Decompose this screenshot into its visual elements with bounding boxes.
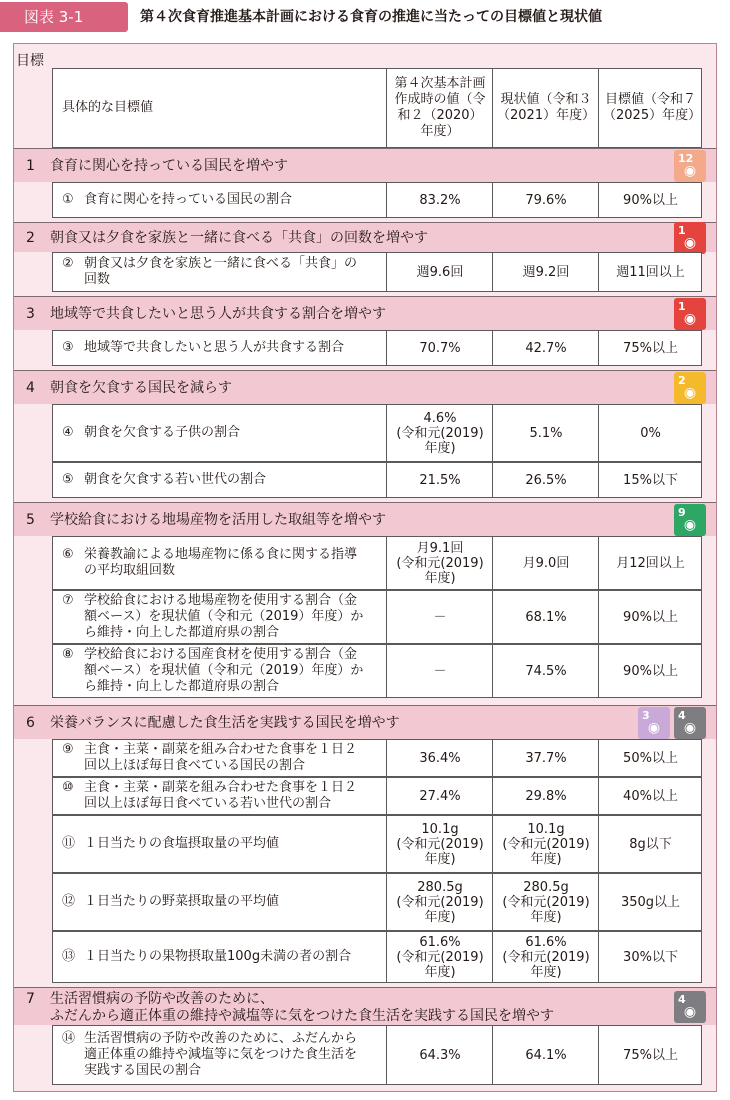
sdg-goal-icon	[674, 991, 706, 1023]
row-current-value	[493, 462, 599, 498]
row-target-value	[599, 931, 702, 983]
row-goal-text	[84, 192, 292, 208]
row-number: ⑪	[62, 836, 76, 851]
row-goal-text-line: 回以上ほぼ毎日食べている国民の割合	[84, 758, 306, 773]
row-current-value	[493, 815, 599, 873]
row-number: ⑩	[62, 780, 74, 795]
row-goal-text-line: １日当たりの食塩摂取量の平均値	[84, 836, 280, 851]
header-current: 現状値（令和３（2021）年度）	[497, 92, 596, 123]
sdg-goal-number: 1	[678, 300, 686, 313]
row-goal-text-line: 栄養教諭による地場産物に係る食に関する指導	[84, 547, 358, 562]
goal-group-header	[14, 296, 716, 330]
goal-group-title: 朝食を欠食する国民を減らす	[50, 380, 232, 396]
sdg-goal-number: 4	[678, 709, 686, 722]
row-goal-text	[84, 742, 357, 774]
row-current-value-line: 週9.2回	[522, 264, 570, 280]
row-base-value	[387, 815, 493, 873]
row-base-value-line: (令和元(2019)	[396, 425, 484, 441]
row-base-value-line: 年度)	[424, 851, 456, 867]
row-current-value-line: 年度)	[530, 909, 562, 925]
row-goal-text	[84, 894, 279, 910]
row-target-value-line: 75%以上	[623, 1047, 678, 1063]
row-current-value	[493, 644, 599, 698]
row-base-value-line: 61.6%	[419, 934, 461, 950]
sdg-goal-number: 4	[678, 993, 686, 1006]
row-target-value-line: 15%以下	[623, 472, 678, 488]
goal-group-number: 4	[26, 380, 35, 396]
row-current-value	[493, 931, 599, 983]
sdg-goal-icon	[638, 707, 670, 739]
row-target-value	[599, 252, 702, 292]
row-current-value	[493, 739, 599, 777]
sdg-pictogram-icon: ◉	[683, 311, 697, 327]
row-base-value-line: －	[433, 609, 447, 625]
row-goal-text-line: 実践する国民の割合	[84, 1063, 202, 1078]
row-goal-text-line: 主食・主菜・副菜を組み合わせた食事を１日２	[84, 780, 358, 795]
row-base-value	[387, 536, 493, 590]
goal-group-header	[14, 705, 716, 739]
sdg-goal-number: 9	[678, 506, 686, 519]
row-current-value-line: (令和元(2019)	[502, 894, 590, 910]
row-number: ⑥	[62, 547, 74, 562]
row-number: ⑬	[62, 949, 76, 964]
row-target-value-line: 350g以上	[620, 894, 681, 910]
row-current-value	[493, 330, 599, 366]
row-current-value-line: 10.1g	[527, 821, 565, 837]
row-goal-text-line: 額ベース）を現状値（令和元（2019）年度）か	[84, 663, 364, 678]
row-goal-text	[84, 340, 344, 356]
row-base-value-line: (令和元(2019)	[396, 555, 484, 571]
row-goal-text-line: 適正体重の維持や減塩等に気をつけた食生活を	[84, 1047, 358, 1062]
row-number: ⑫	[62, 894, 76, 909]
row-target-value-line: 90%以上	[623, 663, 678, 679]
row-current-value-line: 280.5g	[523, 879, 569, 895]
figure-number-badge: 図表 3-1	[0, 2, 128, 32]
figure-title-bar	[0, 0, 730, 34]
row-current-value-line: 年度)	[530, 851, 562, 867]
row-goal-text-line: 生活習慣病の予防や改善のために、ふだんから	[84, 1031, 358, 1046]
sdg-pictogram-icon: ◉	[683, 517, 697, 533]
row-goal-text	[84, 547, 357, 579]
sdg-pictogram-icon: ◉	[683, 235, 697, 251]
row-base-value-line: －	[433, 663, 447, 679]
row-goal-text-line: ら維持・向上した都道府県の割合	[84, 625, 280, 640]
row-target-value	[599, 739, 702, 777]
sdg-goal-icon	[674, 504, 706, 536]
row-target-value-line: 30%以下	[623, 949, 678, 965]
goal-label: 目標	[16, 53, 44, 69]
row-target-value-line: 週11回以上	[616, 264, 685, 280]
row-number: ⑦	[62, 593, 74, 608]
row-base-value	[387, 252, 493, 292]
sdg-goal-icon	[674, 372, 706, 404]
sdg-pictogram-icon: ◉	[683, 163, 697, 179]
row-current-value-line: 68.1%	[525, 609, 567, 625]
row-base-value-line: 21.5%	[419, 472, 461, 488]
row-target-value-line: 40%以上	[623, 788, 678, 804]
row-target-value	[599, 873, 702, 931]
row-base-value-line: 36.4%	[419, 750, 461, 766]
figure-title: 第４次食育推進基本計画における食育の推進に当たっての目標値と現状値	[140, 9, 602, 25]
sdg-goal-number: 3	[642, 709, 650, 722]
row-number: ⑤	[62, 472, 74, 487]
row-target-value-line: 75%以上	[623, 340, 678, 356]
row-current-value-line: 74.5%	[525, 663, 567, 679]
row-number: ③	[62, 340, 74, 355]
row-base-value-line: (令和元(2019)	[396, 894, 484, 910]
row-current-value	[493, 590, 599, 644]
goal-group-title-line: 生活習慣病の予防や改善のために、	[50, 991, 274, 1007]
row-current-value-line: 61.6%	[525, 934, 567, 950]
row-target-value-line: 90%以上	[623, 192, 678, 208]
header-goal-value: 具体的な目標値	[62, 100, 154, 115]
row-target-value-line: 月12回以上	[616, 555, 685, 571]
row-goal-text	[84, 836, 279, 852]
goal-group-header	[14, 370, 716, 404]
row-target-value	[599, 777, 702, 815]
sdg-goal-icon	[674, 150, 706, 182]
row-base-value	[387, 590, 493, 644]
row-target-value	[599, 462, 702, 498]
row-current-value-line: 26.5%	[525, 472, 567, 488]
row-current-value-line: 5.1%	[529, 425, 563, 441]
header-base: 第４次基本計画作成時の値（令和２（2020）年度）	[394, 76, 486, 139]
row-goal-text	[84, 593, 363, 641]
row-goal-text-line: 学校給食における国産食材を使用する割合（金	[84, 647, 358, 662]
row-base-value-line: 年度)	[424, 964, 456, 980]
row-target-value	[599, 536, 702, 590]
goal-group-number: 7	[26, 991, 35, 1007]
row-number: ⑭	[62, 1031, 76, 1046]
row-current-value-line: 年度)	[530, 964, 562, 980]
row-current-value	[493, 873, 599, 931]
row-goal-text	[84, 1031, 357, 1079]
row-goal-text-line: 主食・主菜・副菜を組み合わせた食事を１日２	[84, 742, 358, 757]
row-target-value	[599, 404, 702, 462]
row-target-value	[599, 644, 702, 698]
goal-group-number: 6	[26, 715, 35, 731]
row-base-value	[387, 1025, 493, 1085]
sdg-pictogram-icon: ◉	[683, 720, 697, 736]
goal-group-title: 朝食又は夕食を家族と一緒に食べる「共食」の回数を増やす	[50, 230, 428, 246]
sdg-goal-icon	[674, 222, 706, 254]
row-base-value	[387, 462, 493, 498]
row-base-value	[387, 404, 493, 462]
row-current-value	[493, 404, 599, 462]
row-base-value-line: 月9.1回	[416, 540, 464, 556]
row-base-value-line: 年度)	[424, 570, 456, 586]
row-goal-text-line: 回数	[84, 272, 111, 287]
row-current-value-line: 月9.0回	[522, 555, 570, 571]
row-goal-text	[84, 647, 363, 695]
row-base-value-line: 年度)	[424, 440, 456, 456]
row-number: ④	[62, 425, 74, 440]
row-goal-text-line: 食育に関心を持っている国民の割合	[84, 192, 293, 207]
row-base-value	[387, 777, 493, 815]
row-base-value-line: 27.4%	[419, 788, 461, 804]
row-base-value-line: (令和元(2019)	[396, 949, 484, 965]
row-base-value-line: 週9.6回	[416, 264, 464, 280]
row-current-value	[493, 536, 599, 590]
goal-group-title: 食育に関心を持っている国民を増やす	[50, 158, 288, 174]
row-goal-text-line: 回以上ほぼ毎日食べている若い世代の割合	[84, 796, 332, 811]
row-number: ②	[62, 256, 74, 271]
row-current-value-line: 42.7%	[525, 340, 567, 356]
row-target-value-line: 90%以上	[623, 609, 678, 625]
row-current-value-line: 37.7%	[525, 750, 567, 766]
sdg-goal-icon	[674, 298, 706, 330]
sdg-goal-number: 12	[678, 152, 694, 165]
row-base-value	[387, 330, 493, 366]
row-goal-text-line: １日当たりの果物摂取量100g未満の者の割合	[84, 949, 352, 964]
goal-group-number: 2	[26, 230, 35, 246]
goal-group-title	[50, 991, 554, 1025]
sdg-goal-number: 2	[678, 374, 686, 387]
goal-group-number: 3	[26, 306, 35, 322]
row-goal-text-line: 朝食又は夕食を家族と一緒に食べる「共食」の	[84, 256, 358, 271]
goal-group-header	[14, 502, 716, 536]
row-current-value-line: 29.8%	[525, 788, 567, 804]
row-current-value-line: (令和元(2019)	[502, 836, 590, 852]
row-target-value	[599, 1025, 702, 1085]
header-target: 目標値（令和７（2025）年度）	[603, 92, 702, 123]
row-goal-text	[84, 256, 357, 288]
row-base-value-line: 10.1g	[421, 821, 459, 837]
row-number: ⑧	[62, 647, 74, 662]
row-base-value-line: 64.3%	[419, 1047, 461, 1063]
row-current-value	[493, 777, 599, 815]
row-number: ①	[62, 192, 74, 207]
row-current-value-line: (令和元(2019)	[502, 949, 590, 965]
row-base-value	[387, 182, 493, 218]
row-goal-text	[84, 472, 266, 488]
row-target-value	[599, 815, 702, 873]
goal-group-title: 学校給食における地場産物を活用した取組等を増やす	[50, 512, 386, 528]
sdg-goal-icon	[674, 707, 706, 739]
row-base-value-line: (令和元(2019)	[396, 836, 484, 852]
row-target-value-line: 8g以下	[629, 836, 672, 852]
row-base-value	[387, 873, 493, 931]
row-goal-text-line: 額ベース）を現状値（令和元（2019）年度）か	[84, 609, 364, 624]
row-goal-text	[84, 780, 357, 812]
row-goal-text-line: の平均取組回数	[84, 563, 176, 578]
row-current-value	[493, 182, 599, 218]
row-base-value	[387, 644, 493, 698]
row-base-value	[387, 739, 493, 777]
row-goal-text-line: 朝食を欠食する子供の割合	[84, 425, 241, 440]
row-base-value	[387, 931, 493, 983]
goal-group-number: 1	[26, 158, 35, 174]
row-target-value-line: 0%	[640, 425, 661, 441]
row-target-value	[599, 590, 702, 644]
row-base-value-line: 83.2%	[419, 192, 461, 208]
goal-group-header	[14, 222, 716, 252]
row-target-value-line: 50%以上	[623, 750, 678, 766]
row-goal-text-line: 地域等で共食したいと思う人が共食する割合	[84, 340, 345, 355]
row-base-value-line: 4.6%	[423, 410, 457, 426]
goal-group-title: 地域等で共食したいと思う人が共食する割合を増やす	[50, 306, 386, 322]
row-number: ⑨	[62, 742, 74, 757]
row-goal-text-line: １日当たりの野菜摂取量の平均値	[84, 894, 280, 909]
row-current-value	[493, 252, 599, 292]
row-current-value-line: 79.6%	[525, 192, 567, 208]
goal-group-header	[14, 148, 716, 182]
row-current-value	[493, 1025, 599, 1085]
sdg-pictogram-icon: ◉	[647, 720, 661, 736]
row-target-value	[599, 330, 702, 366]
row-base-value-line: 年度)	[424, 909, 456, 925]
goal-group-title: 栄養バランスに配慮した食生活を実践する国民を増やす	[50, 715, 400, 731]
sdg-goal-number: 1	[678, 224, 686, 237]
row-target-value	[599, 182, 702, 218]
row-goal-text-line: 朝食を欠食する若い世代の割合	[84, 472, 267, 487]
row-base-value-line: 70.7%	[419, 340, 461, 356]
row-current-value-line: 64.1%	[525, 1047, 567, 1063]
sdg-pictogram-icon: ◉	[683, 385, 697, 401]
row-goal-text	[84, 425, 240, 441]
sdg-pictogram-icon: ◉	[683, 1004, 697, 1020]
goal-group-number: 5	[26, 512, 35, 528]
row-base-value-line: 280.5g	[417, 879, 463, 895]
row-goal-text	[84, 949, 351, 965]
goal-group-header	[14, 987, 716, 1025]
row-goal-text-line: ら維持・向上した都道府県の割合	[84, 679, 280, 694]
row-goal-text-line: 学校給食における地場産物を使用する割合（金	[84, 593, 358, 608]
goal-group-title-line: ふだんから適正体重の維持や減塩等に気をつけた食生活を実践する国民を増やす	[50, 1008, 554, 1024]
